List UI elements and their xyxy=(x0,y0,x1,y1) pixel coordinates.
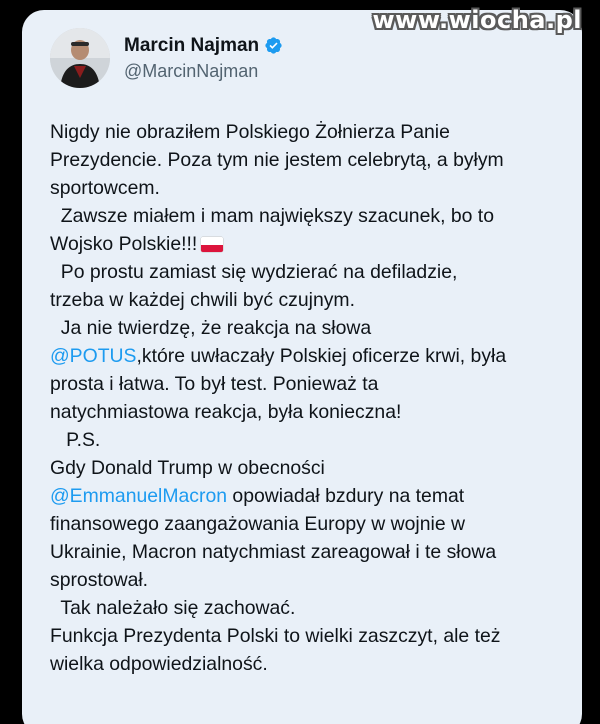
mention-potus-link[interactable]: @POTUS xyxy=(50,345,137,367)
tweet-header xyxy=(50,28,283,88)
author-display-name[interactable]: Marcin Najman xyxy=(124,34,260,56)
tweet-line: Ja nie twierdzę, że reakcja na słowa xyxy=(50,317,372,339)
tweet-line: sprostował. xyxy=(50,569,149,591)
tweet-line: Gdy Donald Trump w obecności xyxy=(50,457,325,479)
display-name-row xyxy=(124,34,283,58)
tweet-line: Funkcja Prezydenta Polski to wielki zaszczyt, ale też xyxy=(50,625,501,647)
tweet-line: sportowcem. xyxy=(50,177,160,199)
tweet-line: Wojsko Polskie!!! xyxy=(50,233,198,255)
tweet-line: ,które uwłaczały Polskiej oficerze krwi, była xyxy=(136,345,507,367)
tweet-text xyxy=(50,118,570,678)
tweet-line-with-mention xyxy=(50,482,570,510)
mention-macron-link[interactable]: @EmmanuelMacron xyxy=(50,485,228,507)
tweet-line: Nigdy nie obraziłem Polskiego Żołnierza Panie xyxy=(50,121,450,143)
watermark: www.wiocha.pl xyxy=(372,6,582,34)
tweet-line: Po prostu zamiast się wydzierać na defiladzie, xyxy=(50,261,458,283)
tweet-line: natychmiastowa reakcja, była konieczna! xyxy=(50,401,402,423)
tweet-line: P.S. xyxy=(50,429,101,451)
tweet-line: trzeba w każdej chwili być czujnym. xyxy=(50,289,355,311)
tweet-line-with-flag xyxy=(50,230,570,258)
verified-badge-icon xyxy=(264,36,283,55)
author-handle[interactable]: @MarcinNajman xyxy=(124,60,259,81)
tweet-card xyxy=(22,10,582,724)
tweet-line: opowiadał bzdury na temat xyxy=(227,485,465,507)
tweet-line: Zawsze miałem i mam największy szacunek, bo to xyxy=(50,205,494,227)
tweet-line: prosta i łatwa. To był test. Ponieważ ta xyxy=(50,373,379,395)
avatar[interactable] xyxy=(50,28,110,88)
avatar-image xyxy=(50,28,110,88)
tweet-line: Prezydencie. Poza tym nie jestem celebrytą, a byłym xyxy=(50,149,504,171)
tweet-line: finansowego zaangażowania Europy w wojnie w xyxy=(50,513,465,535)
author-names xyxy=(124,34,283,83)
poland-flag-icon xyxy=(201,237,223,252)
tweet-line: Tak należało się zachować. xyxy=(50,597,296,619)
tweet-line: Ukrainie, Macron natychmiast zareagował i te słowa xyxy=(50,541,497,563)
tweet-line-with-mention xyxy=(50,342,570,370)
tweet-line: wielka odpowiedzialność. xyxy=(50,653,268,675)
